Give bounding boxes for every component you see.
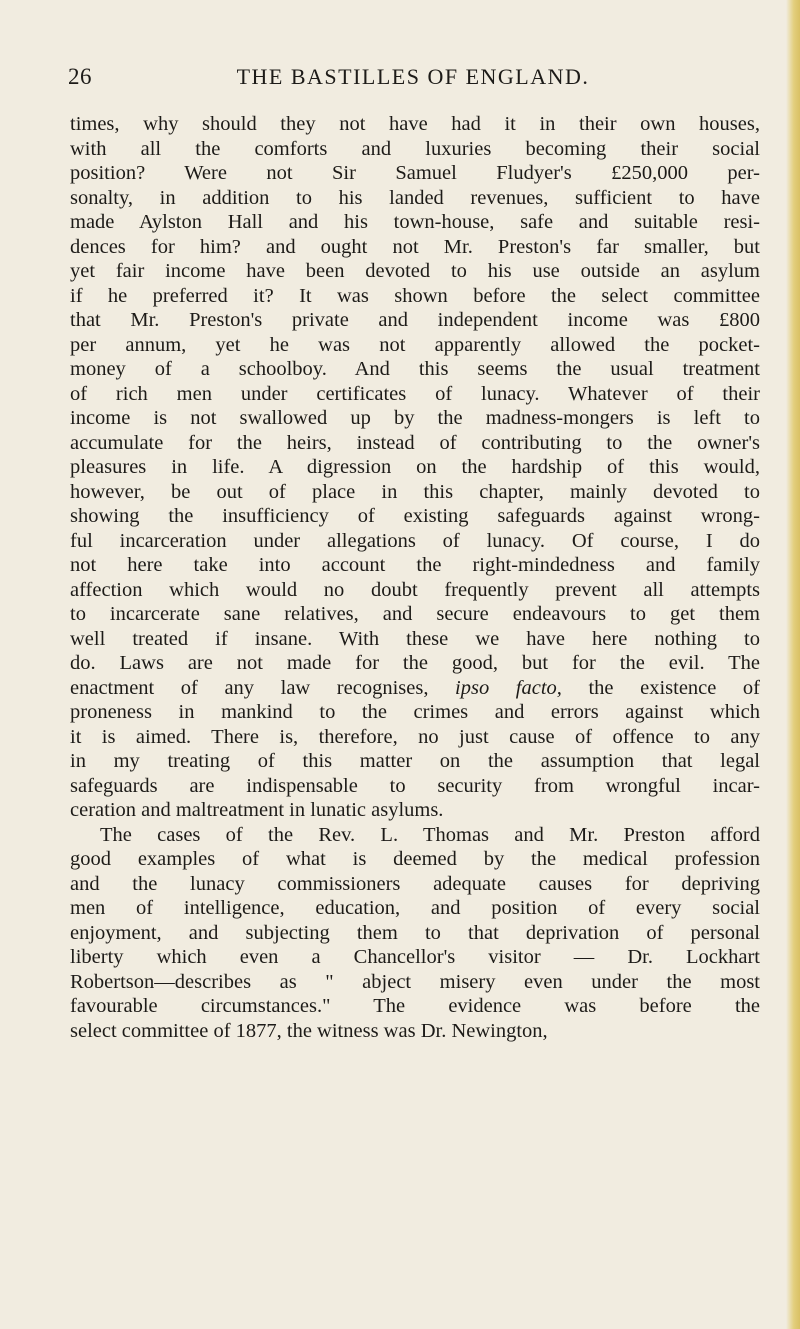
page-number: 26	[68, 64, 92, 89]
text-line: in my treating of this matter on the assumption that legal	[70, 750, 760, 772]
text-line: The cases of the Rev. L. Thomas and Mr. Preston afford	[100, 823, 760, 846]
page-edge-shadow	[786, 0, 800, 1329]
text-line: ful incarceration under allegations of lunacy. Of course, I do	[70, 529, 760, 552]
text-line: safeguards are indispensable to security from wrongful incar-	[70, 774, 760, 797]
text-line: made Aylston Hall and his town-house, safe and suitable resi-	[70, 211, 760, 233]
text-line: good examples of what is deemed by the medical profession	[70, 848, 760, 870]
text-line: with all the comforts and luxuries becoming their social	[70, 137, 760, 160]
text-segment: enactment of any law recognises,	[70, 676, 456, 699]
running-title: THE BASTILLES OF ENGLAND.	[236, 64, 590, 89]
text-line: showing the insufficiency of existing safeguards against wrong-	[70, 505, 760, 527]
text-line: of rich men under certificates of lunacy. Whatever of their	[70, 382, 760, 405]
text-line: pleasures in life. A digression on the hardship of this would,	[70, 456, 760, 478]
text-line: dences for him? and ought not Mr. Preston's far smaller, but	[70, 235, 760, 258]
text-line: to incarcerate sane relatives, and secure endeavours to get them	[70, 603, 760, 625]
text-line: per annum, yet he was not apparently allowed the pocket-	[70, 333, 760, 356]
text-segment: the existence of	[561, 676, 760, 699]
text-line: favourable circumstances." The evidence was before the	[70, 995, 760, 1017]
text-line: Robertson—describes as " abject misery even under the most	[70, 970, 760, 993]
text-line: and the lunacy commissioners adequate causes for depriving	[70, 872, 760, 895]
text-line: well treated if insane. With these we have here nothing to	[70, 627, 760, 650]
text-line: position? Were not Sir Samuel Fludyer's £250,000 per-	[70, 162, 760, 184]
text-line: men of intelligence, education, and position of every social	[70, 897, 760, 919]
text-line: proneness in mankind to the crimes and errors against which	[70, 701, 760, 723]
text-line: select committee of 1877, the witness was Dr. Newington,	[70, 1019, 548, 1042]
text-line: enjoyment, and subjecting them to that deprivation of personal	[70, 921, 760, 944]
text-line: income is not swallowed up by the madness-mongers is left to	[70, 407, 760, 429]
text-line: money of a schoolboy. And this seems the usual treatment	[70, 358, 760, 380]
page-header	[68, 64, 758, 100]
body-text	[70, 112, 760, 1043]
text-line: ceration and maltreatment in lunatic asylums.	[70, 799, 444, 821]
text-line: liberty which even a Chancellor's visitor — Dr. Lockhart	[70, 946, 760, 968]
text-line: if he preferred it? It was shown before the select committee	[70, 284, 760, 307]
text-line: affection which would no doubt frequently prevent all attempts	[70, 578, 760, 601]
text-line: it is aimed. There is, therefore, no just cause of offence to any	[70, 725, 760, 748]
text-line: not here take into account the right-mindedness and family	[70, 554, 760, 576]
text-line: sonalty, in addition to his landed revenues, sufficient to have	[70, 186, 760, 209]
text-line: however, be out of place in this chapter, mainly devoted to	[70, 480, 760, 503]
text-line: times, why should they not have had it in their own houses,	[70, 113, 760, 135]
text-line: accumulate for the heirs, instead of contributing to the owner's	[70, 431, 760, 454]
italic-phrase: ipso facto,	[455, 676, 562, 699]
text-line	[70, 676, 760, 701]
text-line: do. Laws are not made for the good, but for the evil. The	[70, 652, 760, 674]
text-line: that Mr. Preston's private and independent income was £800	[70, 309, 760, 331]
text-line: yet fair income have been devoted to his use outside an asylum	[70, 260, 760, 282]
